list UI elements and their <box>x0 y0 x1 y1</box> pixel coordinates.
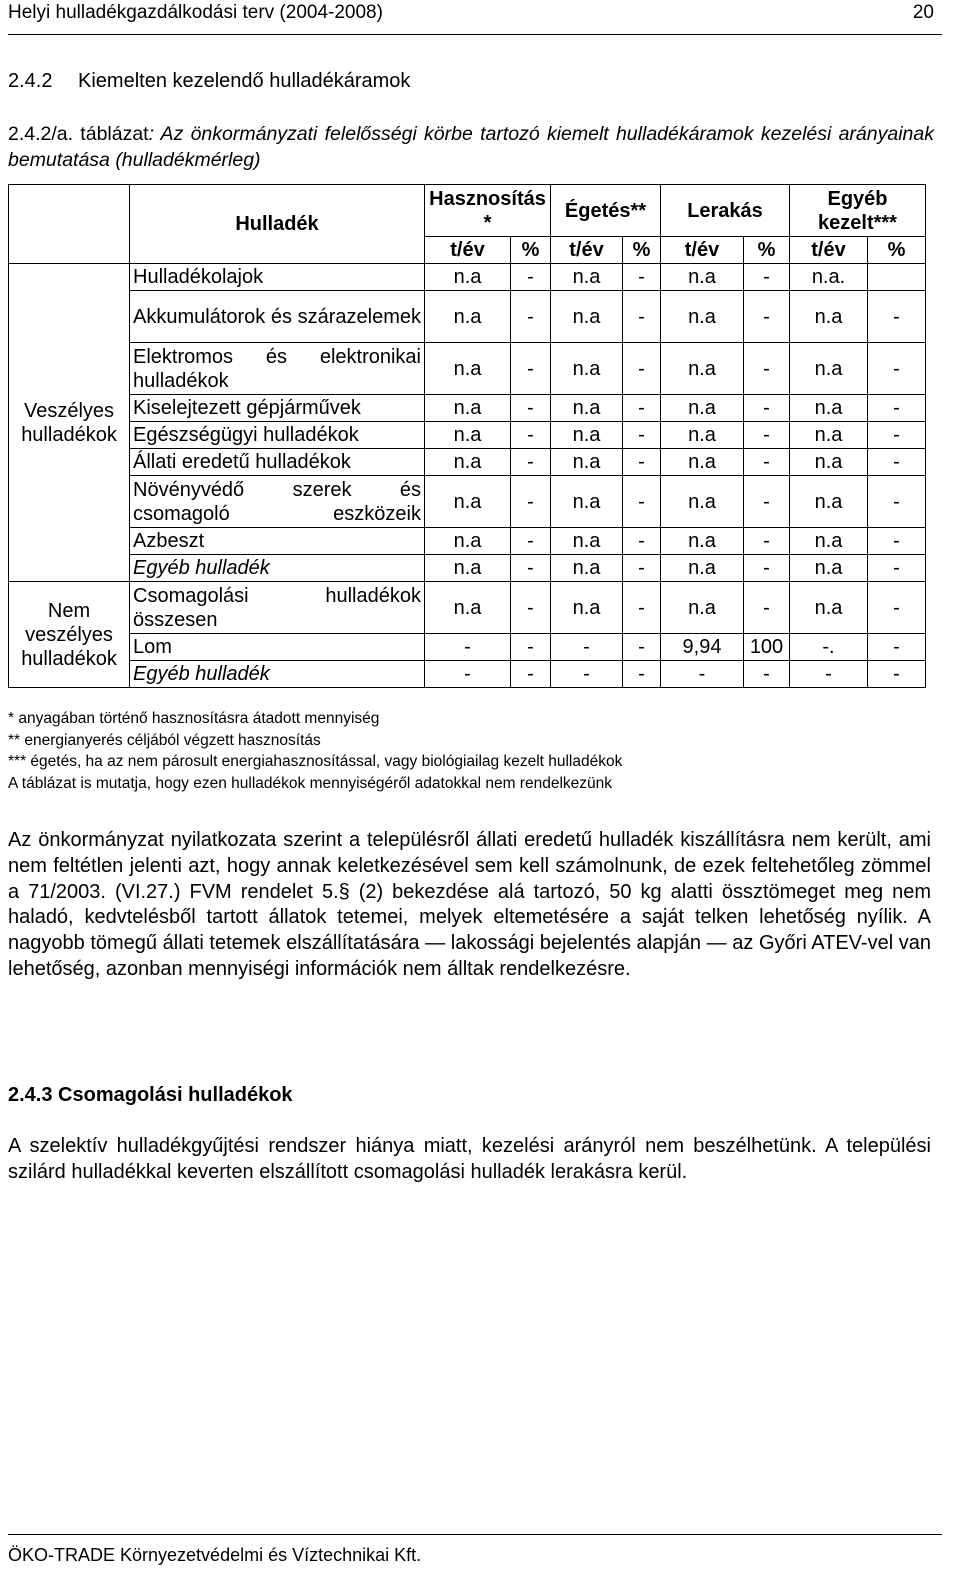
cell: - <box>868 422 926 449</box>
cell: - <box>868 449 926 476</box>
table-row <box>9 582 926 634</box>
cell: - <box>511 555 551 582</box>
caption-label: 2.4.2/a. táblázat <box>8 123 149 145</box>
cell: n.a <box>425 449 511 476</box>
cell: n.a <box>661 449 744 476</box>
cell: - <box>511 264 551 291</box>
table-row <box>9 528 926 555</box>
cell: - <box>868 343 926 395</box>
cell: n.a <box>425 395 511 422</box>
cell: - <box>511 476 551 528</box>
note: * anyagában történő hasznosításra átadott mennyiség <box>8 710 380 727</box>
cell: n.a <box>661 395 744 422</box>
cell: n.a <box>425 422 511 449</box>
row-name: Lom <box>130 634 425 661</box>
cell: n.a <box>661 264 744 291</box>
cell: - <box>868 634 926 661</box>
cell: n.a <box>790 555 868 582</box>
cell: n.a <box>790 395 868 422</box>
cell: - <box>744 555 790 582</box>
footer-text: ÖKO-TRADE Környezetvédelmi és Víztechnikai Kft. <box>8 1545 422 1565</box>
page-number: 20 <box>912 2 934 23</box>
header-recovery: Hasznosítás * <box>425 185 551 237</box>
cell: n.a <box>790 422 868 449</box>
cell: - <box>868 291 926 343</box>
cell: - <box>511 661 551 688</box>
cell: - <box>511 291 551 343</box>
cell: - <box>868 528 926 555</box>
row-name: Állati eredetű hulladékok <box>130 449 425 476</box>
cell: n.a <box>425 582 511 634</box>
cell: - <box>623 343 661 395</box>
note: A táblázat is mutatja, hogy ezen hulladékok mennyiségéről adatokkal nem rendelkezünk <box>8 774 613 792</box>
table-row <box>9 634 926 661</box>
cell: 9,94 <box>661 634 744 661</box>
cell: - <box>425 661 511 688</box>
unit-t: t/év <box>551 237 623 264</box>
cell: - <box>868 555 926 582</box>
cell: - <box>511 582 551 634</box>
row-name: Egészségügyi hulladékok <box>130 422 425 449</box>
section-title: Kiemelten kezelendő hulladékáramok <box>78 70 411 92</box>
header-incineration: Égetés** <box>551 185 661 237</box>
table-notes <box>8 708 622 794</box>
section-heading-2: 2.4.3 Csomagolási hulladékok <box>8 1084 293 1106</box>
cell: n.a <box>790 449 868 476</box>
cell: - <box>744 449 790 476</box>
row-name: Azbeszt <box>130 528 425 555</box>
section-heading <box>8 70 410 93</box>
unit-pct: % <box>744 237 790 264</box>
table-row <box>9 264 926 291</box>
cell: - <box>868 661 926 688</box>
cell: - <box>623 395 661 422</box>
cell: n.a <box>551 528 623 555</box>
cell: n.a <box>551 476 623 528</box>
unit-t: t/év <box>425 237 511 264</box>
cell <box>868 264 926 291</box>
cell: n.a <box>551 555 623 582</box>
cell: n.a <box>661 476 744 528</box>
cell: - <box>623 582 661 634</box>
cell: - <box>744 343 790 395</box>
cell: - <box>868 582 926 634</box>
cell: n.a. <box>790 264 868 291</box>
unit-pct: % <box>868 237 926 264</box>
cell: - <box>623 422 661 449</box>
cell: - <box>511 395 551 422</box>
cell: n.a <box>790 476 868 528</box>
cell: n.a <box>661 422 744 449</box>
cell: n.a <box>661 528 744 555</box>
cell: n.a <box>551 449 623 476</box>
table-row <box>9 449 926 476</box>
cell: n.a <box>790 343 868 395</box>
cell: - <box>744 264 790 291</box>
header-landfill: Lerakás <box>661 185 790 237</box>
header-waste: Hulladék <box>130 185 425 264</box>
cell: - <box>744 476 790 528</box>
cell: n.a <box>790 528 868 555</box>
cell: - <box>868 395 926 422</box>
row-name: Hulladékolajok <box>130 264 425 291</box>
table-row <box>9 291 926 343</box>
cell: - <box>511 634 551 661</box>
cell: - <box>744 291 790 343</box>
cell: - <box>511 528 551 555</box>
row-name: Egyéb hulladék <box>130 661 425 688</box>
row-name: Növényvédő szerek és csomagoló eszközeik <box>130 476 425 528</box>
unit-pct: % <box>511 237 551 264</box>
cell: - <box>623 528 661 555</box>
cell: - <box>551 634 623 661</box>
table-row <box>9 395 926 422</box>
cell: - <box>511 343 551 395</box>
cell: - <box>551 661 623 688</box>
cell: n.a <box>425 343 511 395</box>
row-name: Akkumulátorok és szárazelemek <box>130 291 425 343</box>
cell: - <box>425 634 511 661</box>
cell: 100 <box>744 634 790 661</box>
section-number: 2.4.2 <box>8 70 53 92</box>
row-name: Egyéb hulladék <box>130 555 425 582</box>
cell: - <box>623 634 661 661</box>
cell: - <box>623 476 661 528</box>
header-other: Egyéb kezelt*** <box>790 185 926 237</box>
cell: n.a <box>551 582 623 634</box>
cell: - <box>868 476 926 528</box>
table-row <box>9 422 926 449</box>
cell: - <box>623 449 661 476</box>
cell: - <box>623 264 661 291</box>
table-row <box>9 555 926 582</box>
caption-text: : Az önkormányzati felelősségi körbe tartozó kiemelt hulladékáramok kezelési arányainak bemutatása (hulladékmérleg) <box>8 123 934 171</box>
cell: n.a <box>425 528 511 555</box>
note: ** energianyerés céljából végzett hasznosítás <box>8 731 321 749</box>
unit-t: t/év <box>790 237 868 264</box>
table-row <box>9 343 926 395</box>
cell: - <box>661 661 744 688</box>
cell: n.a <box>551 343 623 395</box>
cell: n.a <box>551 264 623 291</box>
cell: n.a <box>661 343 744 395</box>
cell: n.a <box>661 582 744 634</box>
cell: - <box>744 582 790 634</box>
group-non-hazardous: Nem veszélyes hulladékok <box>9 582 130 688</box>
unit-pct: % <box>623 237 661 264</box>
cell: - <box>790 661 868 688</box>
cell: n.a <box>425 291 511 343</box>
cell: n.a <box>551 422 623 449</box>
cell: - <box>511 422 551 449</box>
cell: -. <box>790 634 868 661</box>
cell: n.a <box>425 476 511 528</box>
cell: n.a <box>661 555 744 582</box>
table-caption <box>8 121 934 173</box>
cell: n.a <box>790 291 868 343</box>
cell: n.a <box>551 395 623 422</box>
cell: - <box>744 528 790 555</box>
table-row <box>9 476 926 528</box>
body-paragraph: Az önkormányzat nyilatkozata szerint a településről állati eredetű hulladék kiszállításra nem került, ami nem feltétlen jelenti azt, hogy annak keletkezésével sem kell számolnunk, de ezek feltehetőleg zömmel a 71/2003. (VI.27.) FVM rendelet 5.§ (2) bekezdése alá tartozó, 50 kg alatti össztömeget meg nem haladó, kedvtelésből tartott állatok tetemei, melyek eltemetésére a saját telken lehetőség nyílik. A nagyobb tömegű állati tetemek elszállítatására — lakossági bejelentés alapján — az Győri ATEV-vel van lehetőség, azonban mennyiségi információk nem álltak rendelkezésre. <box>8 829 931 980</box>
cell: n.a <box>551 291 623 343</box>
group-hazardous: Veszélyes hulladékok <box>9 264 130 582</box>
page-footer <box>8 1534 942 1566</box>
cell: - <box>623 291 661 343</box>
page-header <box>8 0 942 35</box>
table-row <box>9 661 926 688</box>
body-paragraph: A szelektív hulladékgyűjtési rendszer hiánya miatt, kezelési arányról nem beszélhetünk. A települési szilárd hulladékkal keverten elszállított csomagolási hulladék lerakásra kerül. <box>8 1135 931 1183</box>
cell: - <box>744 395 790 422</box>
cell: - <box>511 449 551 476</box>
cell: - <box>623 555 661 582</box>
unit-t: t/év <box>661 237 744 264</box>
cell: - <box>744 422 790 449</box>
header-empty-cell <box>9 185 130 264</box>
cell: - <box>744 661 790 688</box>
cell: n.a <box>790 582 868 634</box>
row-name: Csomagolási hulladékok összesen <box>130 582 425 634</box>
document-title: Helyi hulladékgazdálkodási terv (2004-2008) <box>8 2 383 23</box>
row-name: Kiselejtezett gépjárművek <box>130 395 425 422</box>
waste-balance-table <box>8 184 926 688</box>
cell: n.a <box>661 291 744 343</box>
note: *** égetés, ha az nem párosult energiahasznosítással, vagy biológiailag kezelt hulladékok <box>8 753 623 770</box>
cell: - <box>623 661 661 688</box>
cell: n.a <box>425 264 511 291</box>
cell: n.a <box>425 555 511 582</box>
row-name: Elektromos és elektronikai hulladékok <box>130 343 425 395</box>
